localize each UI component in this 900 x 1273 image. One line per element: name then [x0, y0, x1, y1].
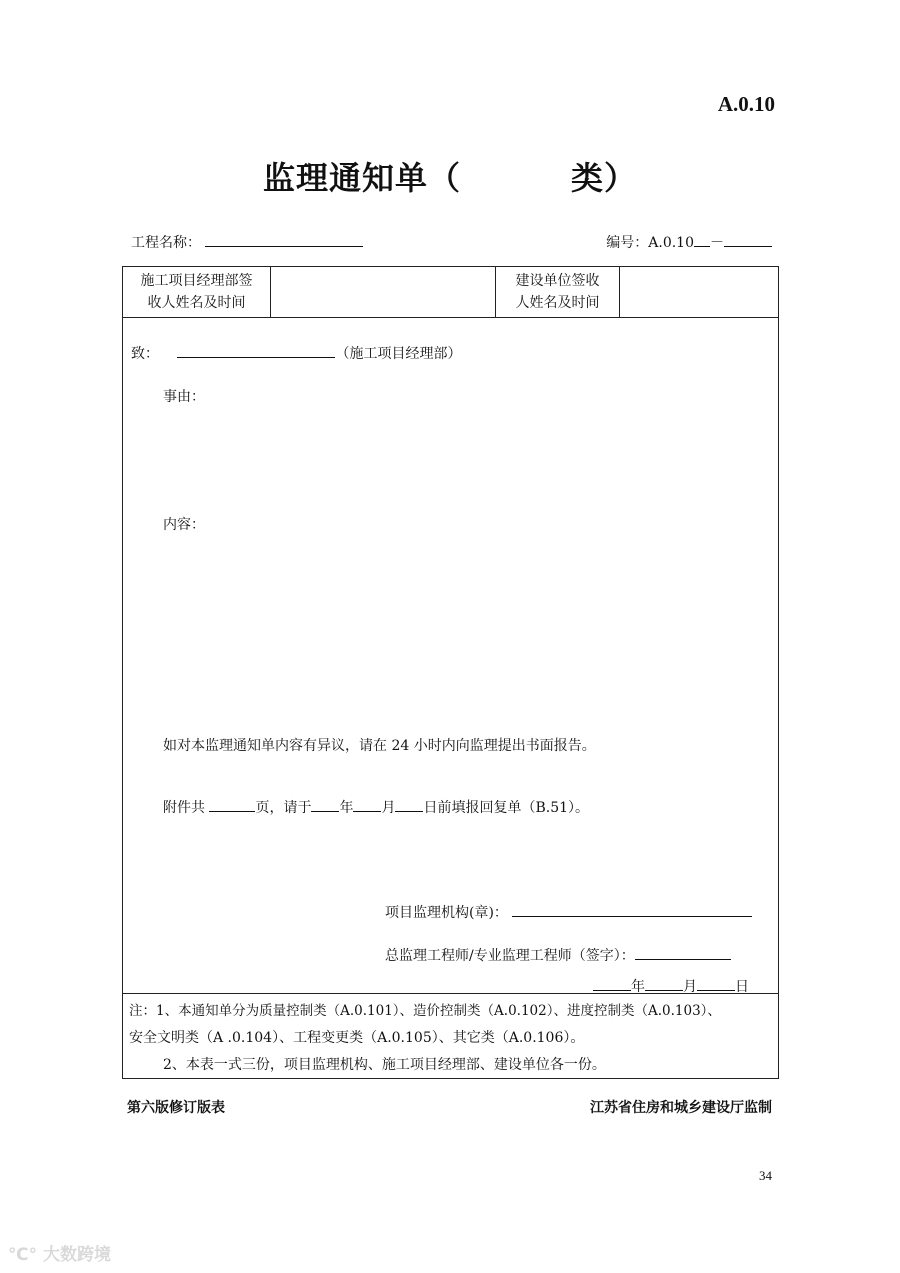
title-suffix: 类）	[571, 159, 638, 197]
footer-right: 江苏省住房和城乡建设厅监制	[590, 1100, 772, 1116]
engineer-row	[385, 945, 731, 965]
org-seal-field[interactable]	[512, 902, 752, 917]
note-line2: 安全文明类（A .0.104）、工程变更类（A.0.105）、其它类（A.0.106）。	[129, 1030, 585, 1046]
watermark-text: 大数跨境	[43, 1245, 112, 1265]
attachment-month-field[interactable]	[353, 797, 381, 812]
receipt-header	[123, 267, 778, 318]
project-name-row	[131, 232, 363, 252]
page-title	[0, 153, 900, 199]
project-name-field[interactable]	[205, 232, 363, 247]
reason-label: 事由：	[163, 389, 205, 405]
project-name-label: 工程名称：	[131, 235, 201, 251]
form-code: A.0.10	[717, 92, 775, 116]
org-label: 项目监理机构(章)：	[385, 905, 508, 921]
to-suffix: （施工项目经理部）	[335, 346, 462, 362]
attachment-suffix: 日前填报回复单（B.51）。	[423, 800, 590, 816]
objection-text: 如对本监理通知单内容有异议，请在 24 小时内向监理提出书面报告。	[163, 738, 596, 754]
attachment-pages-field[interactable]	[209, 797, 255, 812]
form-body	[123, 317, 778, 993]
attachment-year-label: 年	[339, 800, 354, 816]
org-row	[385, 902, 752, 922]
to-label: 致：	[131, 346, 159, 362]
note-line1: 注：1、本通知单分为质量控制类（A.0.101）、造价控制类（A.0.102）、进度控制类（A.0.103）、	[129, 1003, 721, 1019]
date-year-field[interactable]	[593, 976, 631, 991]
contractor-receipt-field[interactable]	[271, 267, 496, 317]
watermark-logo-icon: ℃°	[8, 1245, 38, 1265]
number-dash: －	[710, 235, 724, 251]
engineer-label: 总监理工程师/专业监理工程师（签字）：	[385, 948, 635, 964]
contractor-receipt-label	[123, 267, 271, 317]
date-day-label: 日	[735, 979, 749, 995]
to-field[interactable]	[177, 343, 335, 358]
attachment-row	[163, 797, 589, 817]
number-field-1[interactable]	[694, 232, 710, 247]
contractor-line1: 施工项目经理部签	[140, 273, 253, 289]
date-day-field[interactable]	[697, 976, 735, 991]
attachment-day-field[interactable]	[395, 797, 423, 812]
to-row	[131, 343, 461, 363]
number-field-2[interactable]	[724, 232, 772, 247]
date-month-field[interactable]	[645, 976, 683, 991]
date-month-label: 月	[683, 979, 697, 995]
content-label: 内容：	[163, 517, 205, 533]
attachment-prefix: 附件共	[163, 800, 205, 816]
attachment-year-field[interactable]	[311, 797, 339, 812]
owner-receipt-field[interactable]	[620, 267, 778, 317]
contractor-line2: 收人姓名及时间	[147, 295, 246, 311]
notes-section	[123, 993, 778, 1079]
note-line3: 2、本表一式三份，项目监理机构、施工项目经理部、建设单位各一份。	[163, 1057, 606, 1073]
engineer-sign-field[interactable]	[635, 945, 731, 960]
owner-line1: 建设单位签收	[515, 273, 600, 289]
footer-left: 第六版修订版表	[127, 1100, 225, 1116]
number-label: 编号：A.0.10	[606, 235, 694, 251]
watermark	[8, 1240, 111, 1265]
notice-form	[122, 266, 779, 1079]
page-number: 34	[759, 1168, 772, 1183]
attachment-month-label: 月	[381, 800, 396, 816]
owner-receipt-label	[496, 267, 620, 317]
owner-line2: 人姓名及时间	[515, 295, 600, 311]
number-row	[606, 232, 772, 252]
date-year-label: 年	[631, 979, 645, 995]
title-prefix: 监理通知单（	[262, 159, 461, 197]
attachment-pages-label: 页，请于	[255, 800, 312, 816]
